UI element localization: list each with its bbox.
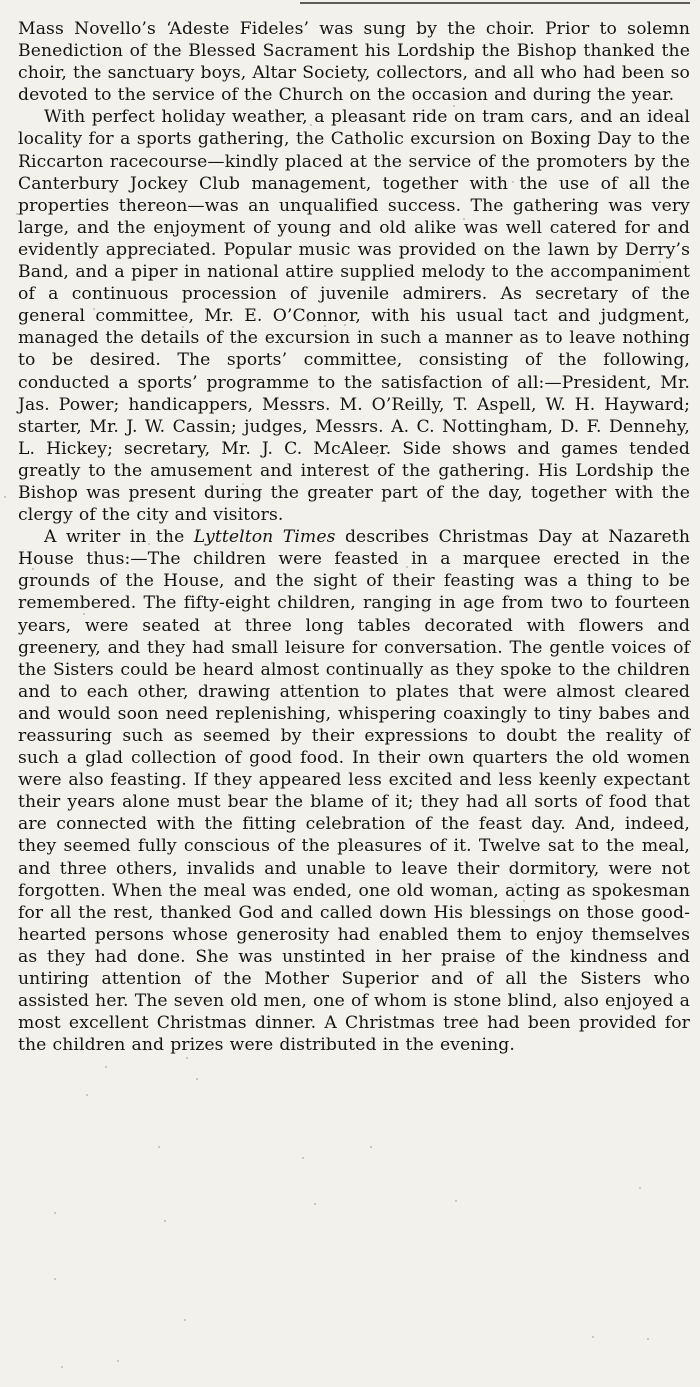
print-speckle [158,1146,160,1148]
print-speckle [307,320,309,322]
print-speckle [16,213,18,215]
print-speckle [223,493,225,495]
print-speckle [463,218,465,220]
print-speckle [581,200,583,202]
print-speckle [473,1017,475,1019]
print-speckle [186,1057,188,1059]
print-speckle [406,566,408,568]
print-speckle [164,1220,166,1222]
print-speckle [4,496,6,498]
print-speckle [196,1078,198,1080]
print-speckle [289,759,291,761]
print-speckle [302,684,304,686]
print-speckle [61,1366,63,1368]
print-speckle [592,1336,594,1338]
paragraph-choir-benediction: Mass Novello’s ‘Adeste Fideles’ was sung by the choir. Prior to solemn Benediction of the Blessed Sacrament his Lordship the Bishop thanked the choir, the sanctuary boys, Altar Society, collectors, and all who had been so devoted to the service of the Church on the occasion and during the year. [18,19,690,106]
print-speckle [659,448,661,450]
print-speckle [32,568,34,570]
paragraph-body-text: describes Christmas Day at Nazareth House thus:—The children were feasted in a marquee erected in the grounds of the House, and the sight of their feasting was a thing to be remembered. The fifty-eight children, ranging in age from two to fourteen years, were seated at three long tables decorated with flowers and greenery, and they had small leisure for conversation. The gentle voices of the Sisters could be heard almost continually as they spoke to the children and to each other, drawing attention to plates that were almost cleared and would soon need replenishing, whispering coaxingly to tiny babes and reassuring such as seemed by their expressions to doubt the reality of such a glad collection of good food. In their own quarters the old women were also feasting. If they appeared less excited and less keenly expectant their years alone must bear the blame of it; they had all sorts of food that are connected with the fitting celebration of the feast day. And, indeed, they seemed fully conscious of the pleasures of it. Twelve sat to the meal, and three others, invalids and unable to leave their dormitory, were not forgotten. When the meal was ended, one old woman, acting as spokesman for all the rest, thanked God and called down His blessings on those good-hearted persons whose generosity had enabled them to enjoy themselves as they had done. She was unstinted in her praise of the kindness and untiring attention of the Mother Superior and of all the Sisters who assisted her. The seven old men, one of whom is stone blind, also enjoyed a most excellent Christmas dinner. A Christmas tree had been provided for the children and prizes were distributed in the evening. [18,527,690,1056]
print-speckle [182,326,184,328]
print-speckle [311,606,313,608]
print-speckle [242,483,244,485]
paragraph-nazareth-house-christmas [18,526,690,1056]
print-speckle [386,672,388,674]
print-speckle [512,181,514,183]
print-speckle [515,883,517,885]
print-speckle [647,1338,649,1340]
print-speckle [121,69,123,71]
print-speckle [659,261,661,263]
print-speckle [382,33,384,35]
print-speckle [523,900,525,902]
print-speckle [618,364,620,366]
print-speckle [416,554,418,556]
print-speckle [338,773,340,775]
print-speckle [83,613,85,615]
print-speckle [487,962,489,964]
print-speckle [463,387,465,389]
print-speckle [324,325,326,327]
print-speckle [344,324,346,326]
print-speckle [54,1212,56,1214]
print-speckle [148,543,150,545]
article-column [18,18,690,1056]
print-speckle [455,1200,457,1202]
print-speckle [469,892,471,894]
print-speckle [116,51,118,53]
print-speckle [370,1146,372,1148]
print-speckle [639,1187,641,1189]
publication-name: Lyttelton Times [193,527,336,548]
paragraph-boxing-day-excursion: With perfect holiday weather, a pleasant ride on tram cars, and an ideal locality for a sports gathering, the Catholic excursion on Boxing Day to the Riccarton racecourse—kindly placed at the service of the promoters by the Canterbury Jockey Club management, together with the use of all the properties thereon—was an unqualified success. The gathering was very large, and the enjoyment of young and old alike was well catered for and evidently appreciated. Popular music was provided on the lawn by Derry’s Band, and a piper in national attire supplied melody to the accompaniment of a continuous procession of juvenile admirers. As secretary of the general committee, Mr. E. O’Connor, with his usual tact and judgment, managed the details of the excursion in such a manner as to leave nothing to be desired. The sports’ committee, consisting of the following, conducted a sports’ programme to the satisfaction of all:—President, Mr. Jas. Power; handicappers, Messrs. M. O’Reilly, T. Aspell, W. H. Hayward; starter, Mr. J. W. Cassin; judges, Messrs. A. C. Nottingham, D. F. Dennehy, L. Hickey; secretary, Mr. J. C. McAleer. Side shows and games tended greatly to the amusement and interest of the gathering. His Lordship the Bishop was present during the greater part of the day, together with the clergy of the city and visitors. [18,107,690,526]
print-speckle [54,1278,56,1280]
print-speckle [105,1066,107,1068]
print-speckle [56,28,58,30]
print-speckle [184,1319,186,1321]
print-speckle [117,1360,119,1362]
print-speckle [314,1203,316,1205]
print-speckle [453,105,455,107]
print-speckle [86,1094,88,1096]
print-speckle [302,1157,304,1159]
print-speckle [404,608,406,610]
print-speckle [310,124,312,126]
print-speckle [377,455,379,457]
print-speckle [79,336,81,338]
column-top-rule [300,2,690,4]
print-speckle [93,308,95,310]
print-speckle [305,698,307,700]
print-speckle [405,647,407,649]
paragraph-lead-text: A writer in the [44,527,194,548]
